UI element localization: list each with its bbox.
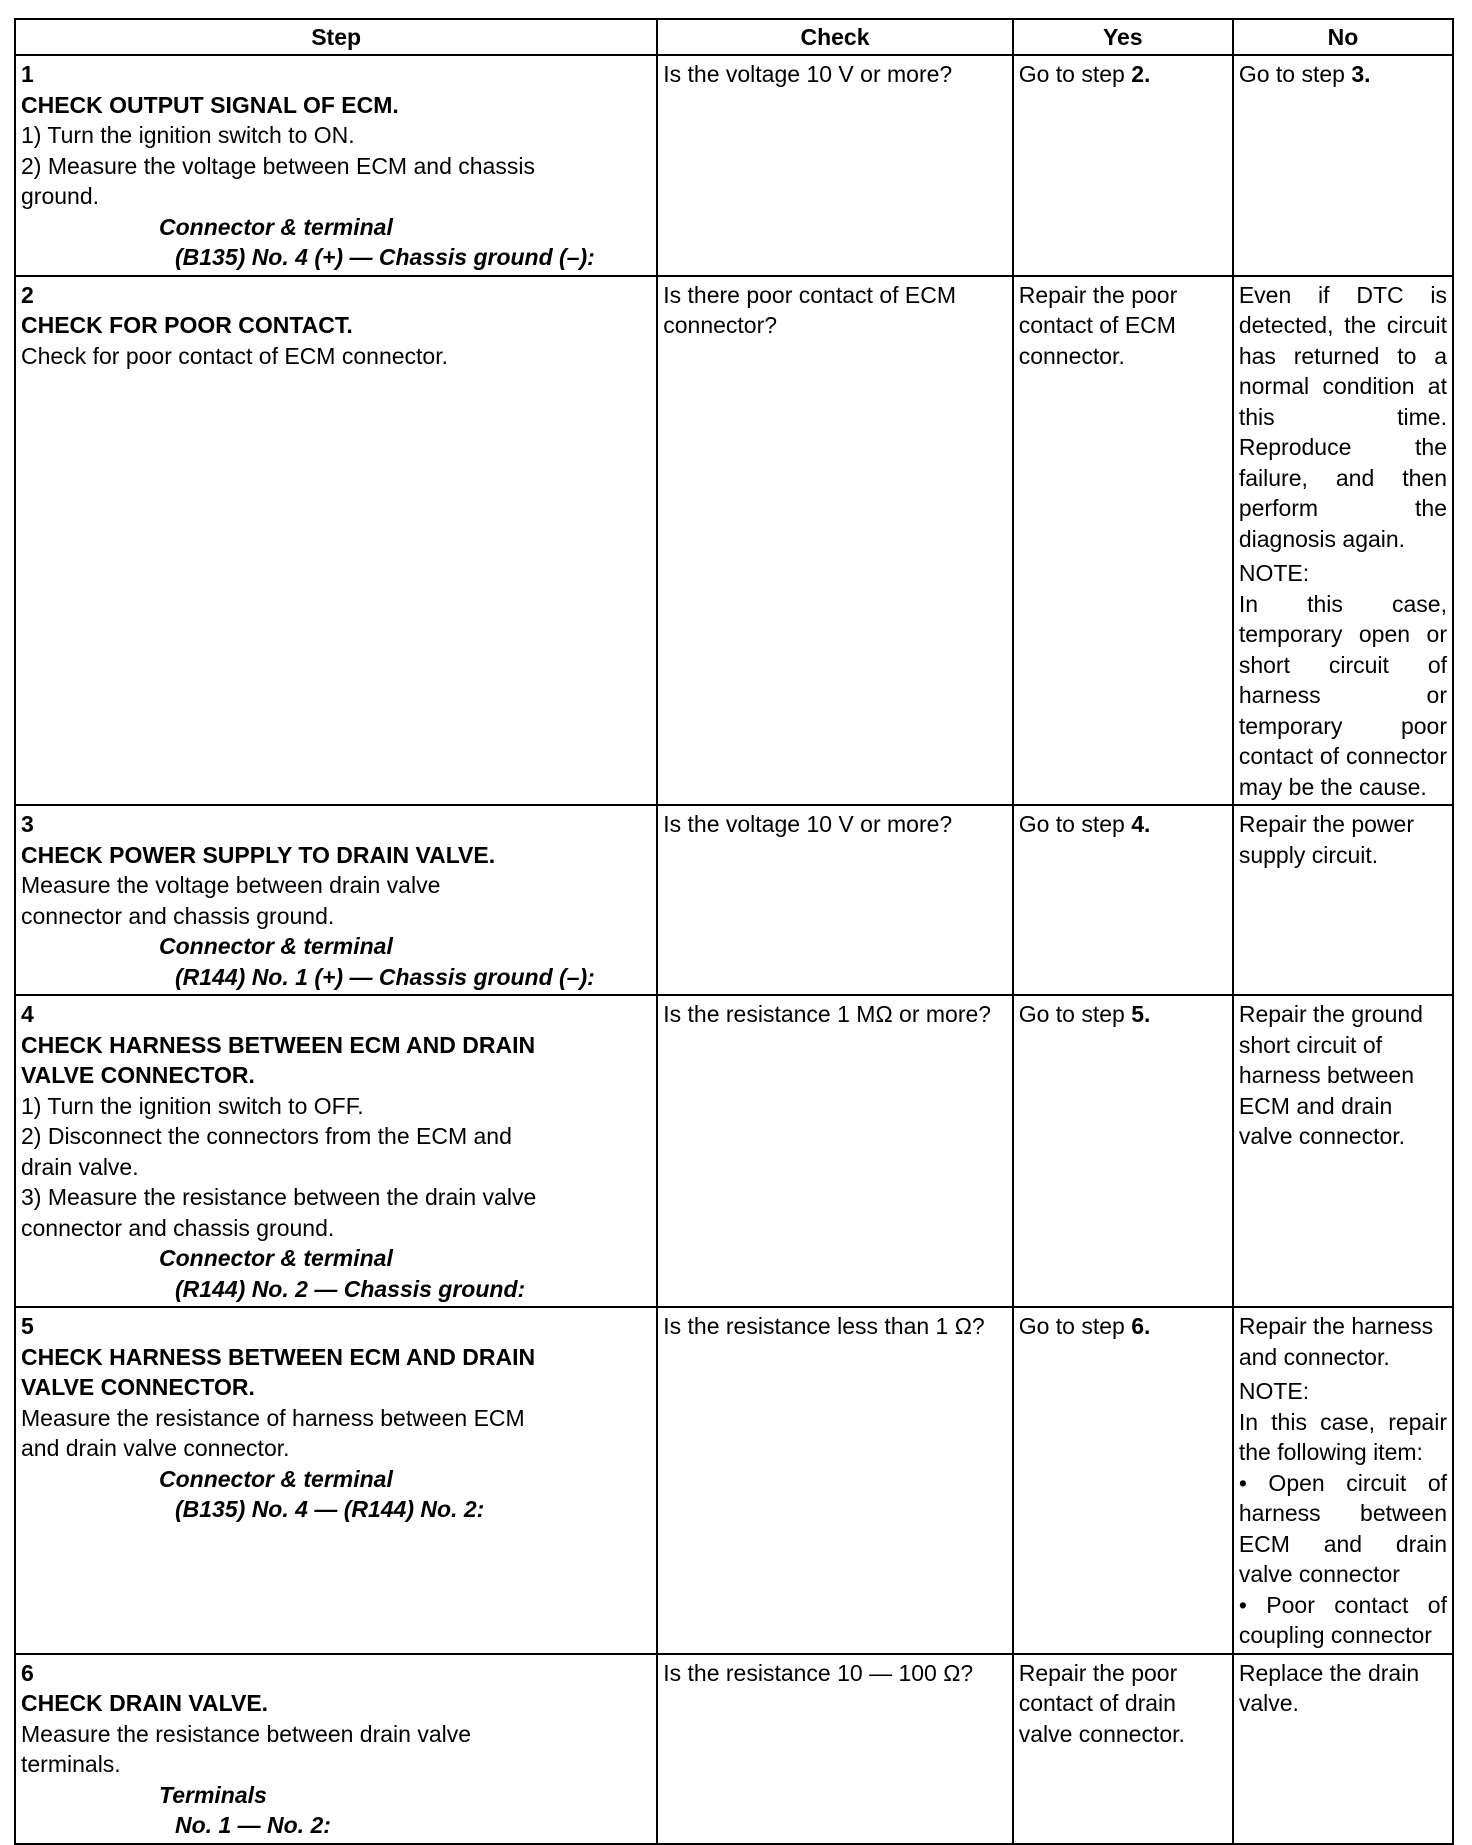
connector-label: Connector & terminal bbox=[159, 1465, 393, 1492]
step-instruction: 2) Measure the voltage between ECM and chassis ground. bbox=[21, 152, 535, 209]
yes-cell: Repair the poor contact of ECM connector. bbox=[1013, 276, 1233, 806]
yes-step-link: 6. bbox=[1131, 1313, 1151, 1339]
yes-cell bbox=[1013, 995, 1233, 1307]
step-instruction: 3) Measure the resistance between the drain valve connector and chassis ground. bbox=[21, 1184, 537, 1241]
connector-label: Terminals bbox=[159, 1781, 267, 1808]
yes-text: Go to step bbox=[1018, 61, 1132, 87]
step-cell bbox=[15, 805, 657, 995]
step-title: CHECK POWER SUPPLY TO DRAIN VALVE. bbox=[21, 841, 496, 868]
step-instruction: Check for poor contact of ECM connector. bbox=[21, 342, 448, 369]
table-row bbox=[15, 995, 1453, 1307]
step-content bbox=[21, 1030, 541, 1244]
no-text: Repair the harness and connector. bbox=[1238, 1313, 1434, 1370]
note-bullet: • Poor contact of coupling connector bbox=[1238, 1591, 1447, 1648]
step-number: 3 bbox=[21, 811, 34, 837]
step-content bbox=[21, 840, 541, 932]
check-cell: Is the voltage 10 V or more? bbox=[657, 55, 1012, 276]
connector-value: (B135) No. 4 — (R144) No. 2: bbox=[175, 1496, 485, 1522]
table-row bbox=[15, 1654, 1453, 1844]
step-cell bbox=[15, 276, 657, 806]
check-cell: Is the resistance 1 MΩ or more? bbox=[657, 995, 1012, 1307]
table-row bbox=[15, 1307, 1453, 1654]
header-no: No bbox=[1233, 19, 1453, 55]
yes-cell bbox=[1013, 805, 1233, 995]
step-cell bbox=[15, 995, 657, 1307]
yes-step-link: 5. bbox=[1131, 1001, 1151, 1027]
connector-label: Connector & terminal bbox=[159, 1245, 393, 1271]
step-instruction: 1) Turn the ignition switch to OFF. bbox=[21, 1092, 364, 1119]
table-row bbox=[15, 805, 1453, 995]
no-text: Even if DTC is detected, the circuit has returned to a normal condition at this time. Reproduce the failure, and then perform the diagnosis again. bbox=[1238, 281, 1447, 552]
step-cell bbox=[15, 1307, 657, 1654]
no-cell: Replace the drain valve. bbox=[1233, 1654, 1453, 1844]
yes-step-link: 2. bbox=[1131, 61, 1151, 87]
table-row bbox=[15, 276, 1453, 806]
yes-text: Go to step bbox=[1018, 811, 1132, 837]
step-instruction: Measure the resistance between drain valve terminals. bbox=[21, 1720, 472, 1777]
step-instruction: 2) Disconnect the connectors from the ECM and drain valve. bbox=[21, 1123, 512, 1180]
note-text: In this case, temporary open or short circuit of harness or temporary poor contact of connector may be the cause. bbox=[1238, 590, 1447, 800]
step-cell bbox=[15, 55, 657, 276]
no-step-link: 3. bbox=[1351, 61, 1371, 87]
connector-label: Connector & terminal bbox=[159, 933, 393, 959]
header-step: Step bbox=[15, 19, 657, 55]
step-content bbox=[21, 1342, 541, 1464]
diagnostic-table bbox=[14, 18, 1454, 1845]
no-cell bbox=[1233, 1307, 1453, 1654]
step-number: 1 bbox=[21, 61, 34, 87]
step-title: CHECK HARNESS BETWEEN ECM AND DRAIN VALVE CONNECTOR. bbox=[21, 1031, 536, 1088]
connector-value: (R144) No. 1 (+) — Chassis ground (–): bbox=[175, 963, 595, 990]
yes-text: Go to step bbox=[1018, 1313, 1132, 1339]
no-cell: Repair the power supply circuit. bbox=[1233, 805, 1453, 995]
step-instruction: Measure the resistance of harness between ECM and drain valve connector. bbox=[21, 1404, 525, 1461]
connector-value: (R144) No. 2 — Chassis ground: bbox=[175, 1275, 526, 1302]
step-content bbox=[21, 310, 541, 371]
no-cell: Repair the ground short circuit of harness between ECM and drain valve connector. bbox=[1233, 995, 1453, 1307]
note-label: NOTE: bbox=[1238, 560, 1310, 586]
yes-cell: Repair the poor contact of drain valve connector. bbox=[1013, 1654, 1233, 1844]
note-bullet: • Open circuit of harness between ECM and drain valve connector bbox=[1238, 1469, 1447, 1587]
step-cell bbox=[15, 1654, 657, 1844]
no-text: Go to step bbox=[1238, 61, 1352, 87]
no-cell bbox=[1233, 55, 1453, 276]
check-cell: Is the voltage 10 V or more? bbox=[657, 805, 1012, 995]
table-row bbox=[15, 55, 1453, 276]
yes-step-link: 4. bbox=[1131, 811, 1151, 837]
connector-value: (B135) No. 4 (+) — Chassis ground (–): bbox=[175, 244, 595, 270]
step-number: 4 bbox=[21, 1001, 34, 1027]
step-content bbox=[21, 90, 541, 212]
note-text: In this case, repair the following item: bbox=[1238, 1408, 1447, 1465]
step-title: CHECK HARNESS BETWEEN ECM AND DRAIN VALVE CONNECTOR. bbox=[21, 1343, 536, 1400]
table-header-row bbox=[15, 19, 1453, 55]
step-number: 2 bbox=[21, 281, 34, 308]
yes-text: Go to step bbox=[1018, 1001, 1132, 1027]
yes-cell bbox=[1013, 1307, 1233, 1654]
step-instruction: 1) Turn the ignition switch to ON. bbox=[21, 122, 355, 148]
header-yes: Yes bbox=[1013, 19, 1233, 55]
step-instruction: Measure the voltage between drain valve connector and chassis ground. bbox=[21, 872, 441, 929]
header-check: Check bbox=[657, 19, 1012, 55]
no-cell bbox=[1233, 276, 1453, 806]
connector-value: No. 1 — No. 2: bbox=[175, 1812, 331, 1838]
check-cell: Is there poor contact of ECM connector? bbox=[657, 276, 1012, 806]
check-cell: Is the resistance 10 — 100 Ω? bbox=[657, 1654, 1012, 1844]
diagnostic-procedure-sheet bbox=[14, 18, 1454, 1845]
connector-label: Connector & terminal bbox=[159, 213, 393, 240]
note-label: NOTE: bbox=[1238, 1378, 1310, 1404]
step-title: CHECK FOR POOR CONTACT. bbox=[21, 312, 353, 338]
check-cell: Is the resistance less than 1 Ω? bbox=[657, 1307, 1012, 1654]
yes-cell bbox=[1013, 55, 1233, 276]
step-number: 5 bbox=[21, 1313, 34, 1339]
step-number: 6 bbox=[21, 1659, 34, 1686]
step-title: CHECK DRAIN VALVE. bbox=[21, 1690, 269, 1716]
step-title: CHECK OUTPUT SIGNAL OF ECM. bbox=[21, 91, 399, 118]
